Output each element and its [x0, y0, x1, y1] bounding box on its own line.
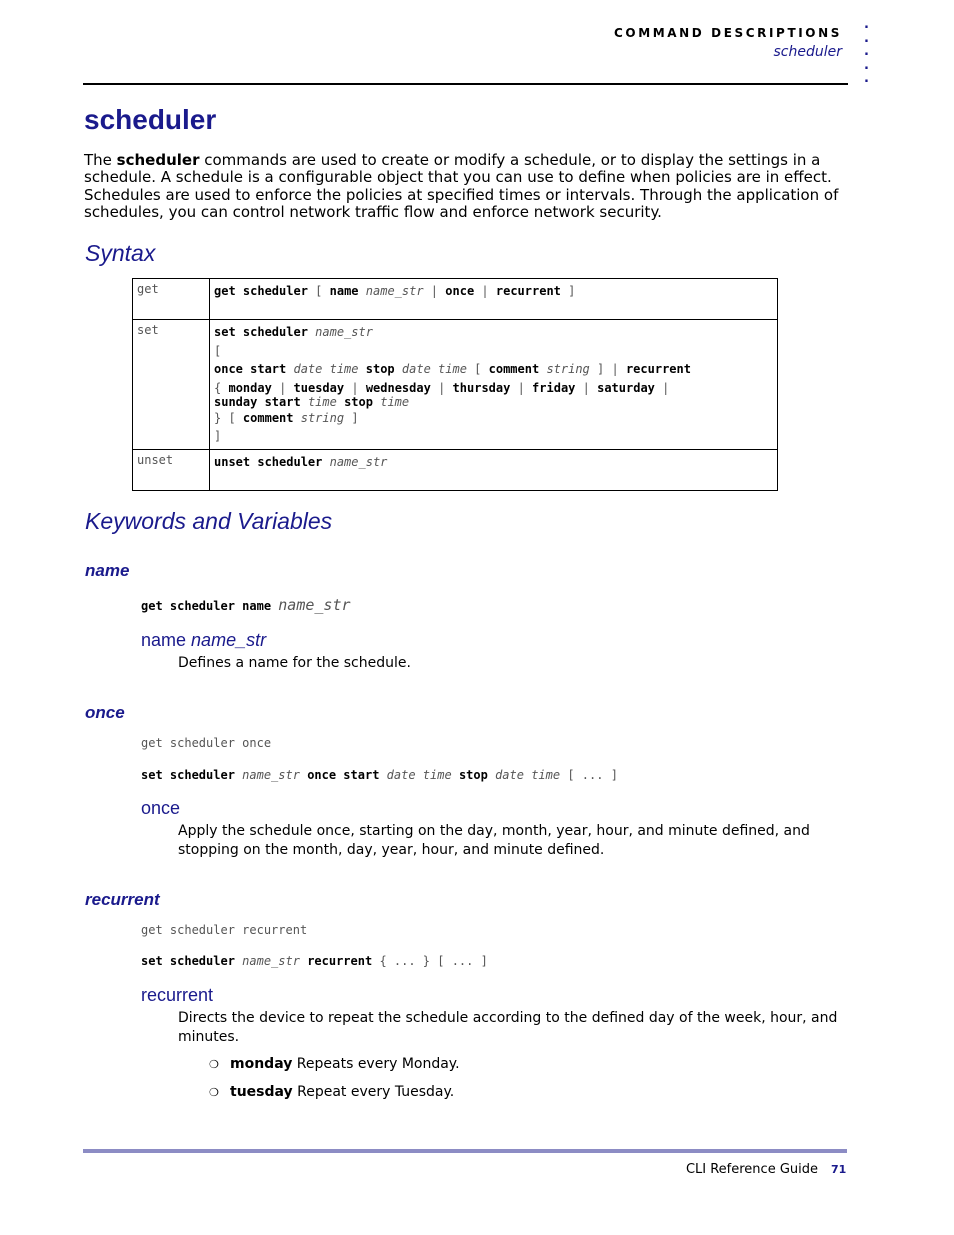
syntax-token: | — [351, 380, 359, 395]
syntax-line — [214, 323, 773, 342]
syntax-token: comment — [488, 362, 540, 376]
syntax-token: string — [300, 410, 345, 425]
syntax-cmd-get: get — [133, 279, 210, 320]
syntax-token: time — [307, 394, 337, 409]
syntax-token: | — [481, 284, 489, 298]
syntax-token: stop — [344, 394, 373, 409]
param-desc-once: Apply the schedule once, starting on the day, month, year, hour, and minute defined, and stopping on the month, day, year, hour, and minute defined. — [178, 823, 810, 858]
syntax-token: get scheduler — [214, 284, 308, 298]
code-example-name — [141, 596, 351, 614]
param-desc-recurrent: Directs the device to repeat the schedule according to the defined day of the week, hour, and minutes. — [178, 1010, 838, 1045]
bullet-circle-icon: ❍ — [209, 1058, 219, 1071]
bullet-term: monday — [230, 1056, 293, 1072]
code-token: set scheduler — [141, 954, 235, 968]
syntax-token: ] — [351, 410, 359, 425]
keyword-heading-recurrent: recurrent — [85, 890, 160, 909]
running-header-subtitle: scheduler — [773, 44, 842, 60]
syntax-heading: Syntax — [85, 240, 156, 266]
syntax-token: date time — [401, 362, 467, 376]
param-italic: name_str — [191, 630, 267, 650]
syntax-cmd-unset: unset — [133, 450, 210, 491]
syntax-row-get — [133, 279, 778, 320]
syntax-line — [214, 409, 773, 428]
syntax-token: time — [380, 394, 410, 409]
bullet-item-tuesday — [209, 1084, 454, 1100]
header-dot-decoration: . . . . . — [864, 17, 869, 86]
syntax-token: once — [445, 284, 475, 298]
footer-rule — [83, 1149, 847, 1153]
bullet-circle-icon: ❍ — [209, 1086, 219, 1099]
code-token: name_str — [242, 954, 300, 968]
syntax-token: set scheduler — [214, 325, 308, 339]
syntax-line — [214, 379, 773, 395]
param-plain: name — [141, 630, 187, 650]
syntax-token: | — [582, 380, 590, 395]
code-token: [ ... ] — [567, 768, 618, 782]
code-example-recurrent-set — [141, 954, 488, 968]
syntax-token: friday — [532, 380, 576, 395]
intro-paragraph — [84, 152, 849, 221]
syntax-token: monday — [228, 380, 272, 395]
syntax-line: ] — [214, 429, 222, 443]
syntax-body-get — [210, 279, 778, 320]
syntax-token: recurrent — [625, 362, 691, 376]
syntax-token: { — [214, 380, 222, 395]
code-token: recurrent — [307, 954, 373, 968]
param-heading-once: once — [141, 798, 181, 818]
bullet-item-monday — [209, 1056, 460, 1072]
syntax-token: thursday — [452, 380, 511, 395]
syntax-line — [214, 360, 773, 379]
code-token: date time — [495, 768, 561, 782]
syntax-token: [ — [315, 284, 323, 298]
syntax-token: name_str — [329, 455, 388, 469]
syntax-table — [132, 278, 778, 491]
syntax-token: | — [438, 380, 446, 395]
code-token: set scheduler — [141, 768, 235, 782]
syntax-row-unset — [133, 450, 778, 491]
syntax-token: name — [329, 284, 359, 298]
keyword-heading-name: name — [85, 561, 130, 580]
syntax-token: recurrent — [495, 284, 561, 298]
syntax-token: | — [279, 380, 287, 395]
header-rule — [83, 83, 848, 85]
page-title: scheduler — [84, 104, 217, 135]
footer-guide-title: CLI Reference Guide — [685, 1162, 818, 1177]
intro-lead: The — [84, 151, 117, 169]
code-token: stop — [458, 768, 488, 782]
param-heading-name — [141, 630, 266, 651]
page-number: 71 — [831, 1163, 847, 1176]
code-token: { ... } [ ... ] — [379, 954, 488, 968]
syntax-token: [ — [474, 362, 482, 376]
bullet-text: Repeat every Tuesday. — [292, 1084, 455, 1100]
param-desc-name: Defines a name for the schedule. — [178, 655, 411, 671]
param-heading-recurrent: recurrent — [141, 985, 214, 1005]
syntax-line — [214, 395, 773, 409]
syntax-token: sunday start — [214, 394, 301, 409]
syntax-token: | — [517, 380, 525, 395]
syntax-cmd-set: set — [133, 320, 210, 450]
running-header-section: COMMAND DESCRIPTIONS — [613, 26, 842, 40]
code-token: get scheduler name — [141, 599, 272, 613]
syntax-row-set — [133, 320, 778, 450]
code-token: date time — [386, 768, 452, 782]
syntax-token: name_str — [315, 325, 373, 339]
code-token: name_str — [278, 596, 351, 614]
syntax-token: unset scheduler — [214, 455, 323, 469]
syntax-token: stop — [365, 362, 395, 376]
syntax-token: comment — [242, 410, 294, 425]
syntax-token: } [ — [214, 410, 236, 425]
code-example-once-get: get scheduler once — [141, 736, 272, 750]
syntax-token: wednesday — [365, 380, 431, 395]
syntax-token: string — [546, 362, 590, 376]
syntax-body-set — [210, 320, 778, 450]
keywords-heading: Keywords and Variables — [85, 508, 333, 534]
syntax-token: tuesday — [293, 380, 345, 395]
syntax-token: | — [662, 380, 670, 395]
syntax-line: [ — [214, 343, 222, 358]
syntax-token: date time — [293, 362, 359, 376]
intro-rest: commands are used to create or modify a schedule, or to display the settings in a schedule. A schedule is a configurable object that you can use to define when policies are in effect. Schedules are used to enforce the policies at specified times or intervals. Through the application of schedules, you can control network traffic flow and enforce network security. — [84, 151, 839, 221]
syntax-body-unset — [210, 450, 778, 491]
keyword-heading-once: once — [85, 703, 125, 722]
syntax-token: ] — [568, 284, 576, 298]
bullet-text: Repeats every Monday. — [292, 1056, 460, 1072]
code-token: once start — [307, 768, 380, 782]
code-example-recurrent-get: get scheduler recurrent — [141, 923, 308, 937]
syntax-token: once start — [214, 362, 287, 376]
intro-bold-term: scheduler — [116, 151, 200, 169]
code-example-once-set — [141, 768, 618, 782]
bullet-term: tuesday — [230, 1084, 293, 1100]
syntax-token: saturday — [597, 380, 655, 395]
code-token: name_str — [242, 768, 300, 782]
syntax-token: ] | — [597, 362, 619, 376]
syntax-token: | — [430, 284, 439, 298]
syntax-token: name_str — [365, 284, 424, 298]
